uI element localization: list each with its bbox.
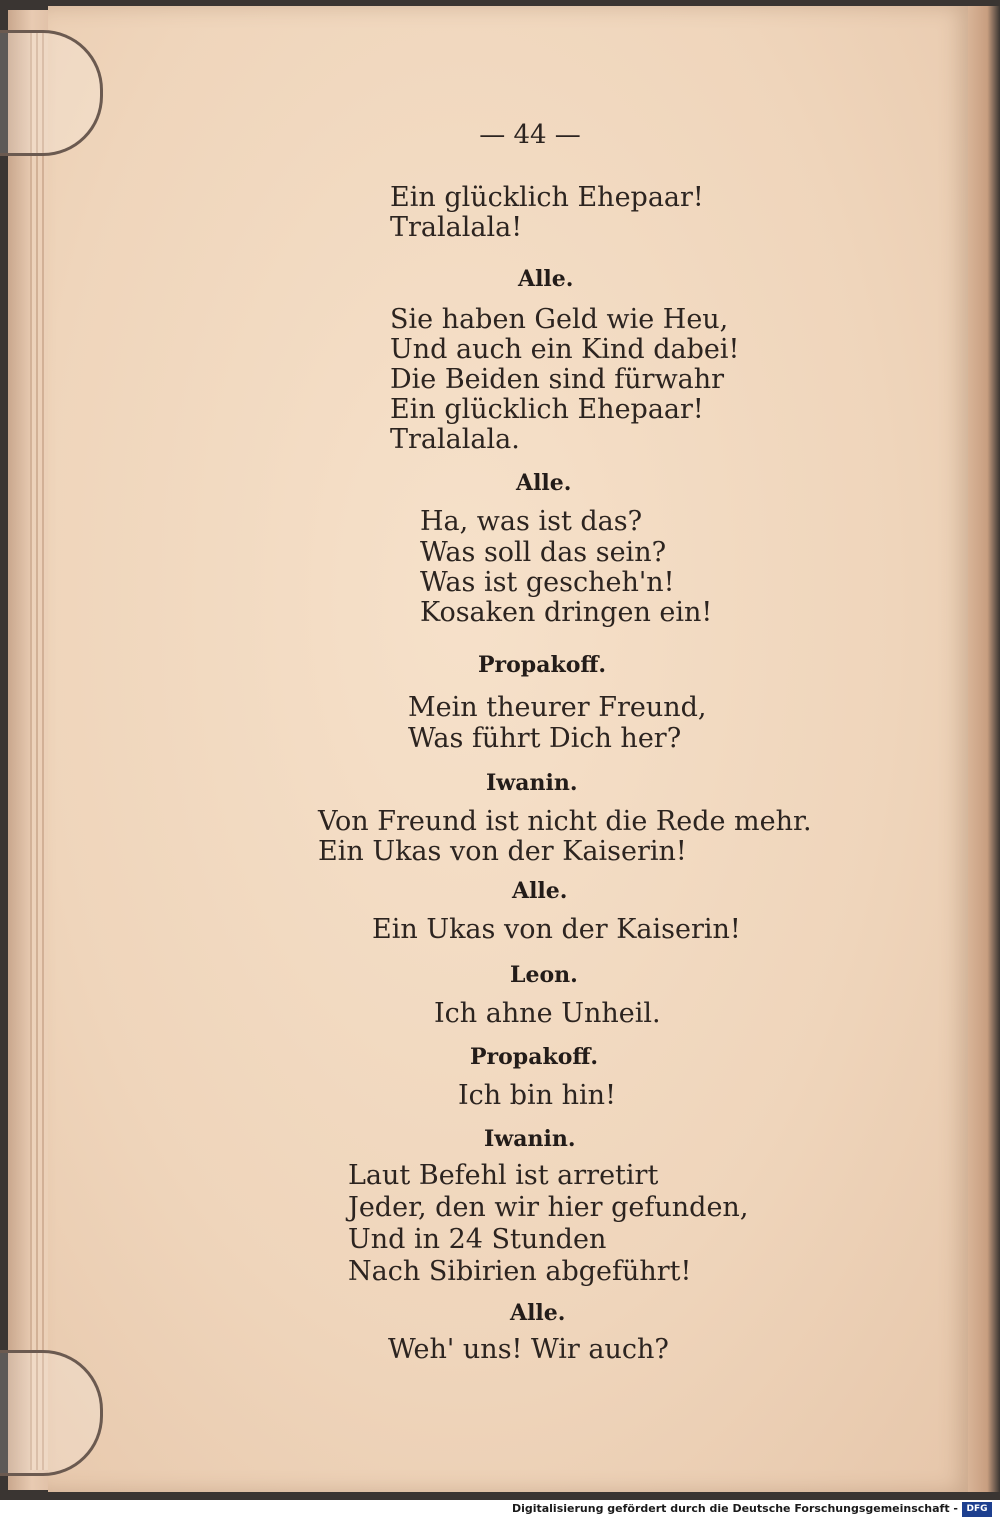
verse-line: Tralalala. xyxy=(390,424,520,455)
speaker-name: Alle. xyxy=(516,470,572,496)
verse-line: Und auch ein Kind dabei! xyxy=(390,334,740,365)
verse-line: Ein Ukas von der Kaiserin! xyxy=(318,836,687,867)
verse-line: Weh' uns! Wir auch? xyxy=(388,1334,669,1365)
speaker-name: Propakoff. xyxy=(478,652,607,678)
page-number: — 44 — xyxy=(479,120,581,150)
funding-notice: Digitalisierung gefördert durch die Deutsche Forschungsgemeinschaft - xyxy=(511,1502,958,1515)
speaker-name: Iwanin. xyxy=(486,770,578,796)
verse-line: Mein theurer Freund, xyxy=(408,692,707,723)
verse-line: Nach Sibirien abgeführt! xyxy=(348,1256,692,1287)
verse-line: Ein glücklich Ehepaar! xyxy=(390,394,704,425)
verse-line: Ich bin hin! xyxy=(458,1080,616,1111)
speaker-name: Leon. xyxy=(510,962,578,988)
verse-line: Ein glücklich Ehepaar! xyxy=(390,182,704,213)
book-spine-edge xyxy=(968,6,1000,1492)
verse-line: Die Beiden sind fürwahr xyxy=(390,364,725,395)
speaker-name: Propakoff. xyxy=(470,1044,599,1070)
verse-line: Tralalala! xyxy=(390,212,523,243)
verse-line: Von Freund ist nicht die Rede mehr. xyxy=(318,806,812,837)
speaker-name: Alle. xyxy=(510,1300,566,1326)
speaker-name: Alle. xyxy=(512,878,568,904)
verse-line: Ha, was ist das? xyxy=(420,506,643,537)
speaker-name: Iwanin. xyxy=(484,1126,576,1152)
verse-line: Was führt Dich her? xyxy=(408,723,682,754)
verse-line: Was ist gescheh'n! xyxy=(420,567,675,598)
verse-line: Sie haben Geld wie Heu, xyxy=(390,304,729,335)
verse-line: Ich ahne Unheil. xyxy=(434,998,661,1029)
speaker-name: Alle. xyxy=(518,266,574,292)
verse-line: Und in 24 Stunden xyxy=(348,1224,607,1255)
dfg-logo: DFG xyxy=(962,1502,992,1517)
verse-line: Kosaken dringen ein! xyxy=(420,597,713,628)
verse-line: Was soll das sein? xyxy=(420,537,667,568)
verse-line: Jeder, den wir hier gefunden, xyxy=(348,1192,749,1223)
verse-line: Ein Ukas von der Kaiserin! xyxy=(372,914,741,945)
verse-line: Laut Befehl ist arretirt xyxy=(348,1160,659,1191)
